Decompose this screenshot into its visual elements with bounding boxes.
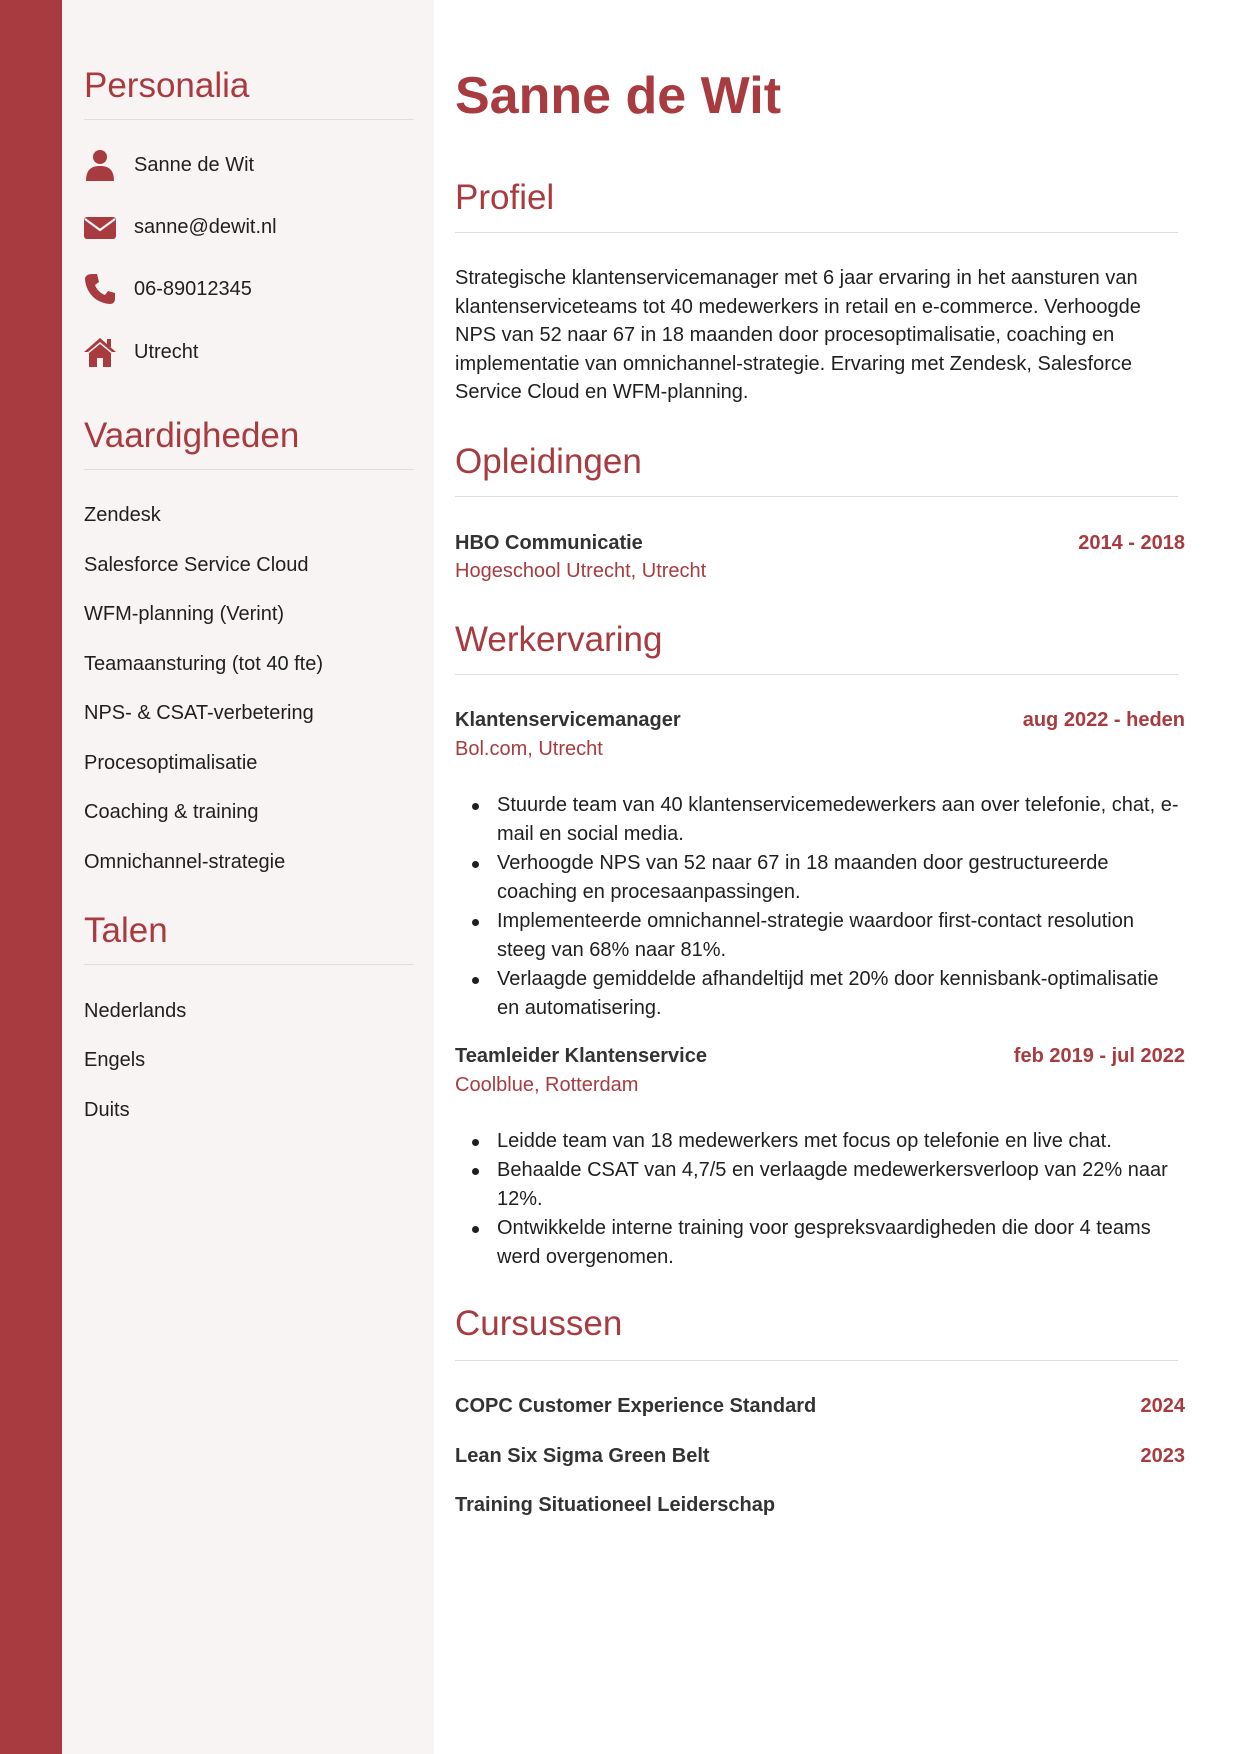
job-bullet: Implementeerde omnichannel-strategie waardoor first-contact resolution steeg van 68% naar 81%. (497, 907, 1185, 965)
skill-item: WFM-planning (Verint) (84, 603, 285, 625)
skills-divider (84, 469, 414, 470)
job-bullet: Behaalde CSAT van 4,7/5 en verlaagde medewerkersverloop van 22% naar 12%. (497, 1156, 1185, 1214)
job-bullet: Leidde team van 18 medewerkers met focus op telefonie en live chat. (497, 1127, 1185, 1156)
language-item: Engels (84, 1049, 146, 1071)
phone-icon (82, 271, 118, 307)
personalia-heading: Personalia (84, 66, 250, 105)
course-title: Lean Six Sigma Green Belt (455, 1445, 710, 1467)
sidebar (62, 0, 434, 1754)
job-bullet: Ontwikkelde interne training voor gespreksvaardigheden die door 4 teams werd overgenomen. (497, 1214, 1185, 1272)
course-date: 2023 (1140, 1445, 1185, 1467)
course-date: 2024 (1140, 1395, 1185, 1417)
skill-item: Teamaansturing (tot 40 fte) (84, 653, 324, 675)
skill-item: Coaching & training (84, 801, 259, 823)
contact-name-row (84, 145, 414, 185)
personalia-divider (84, 119, 414, 120)
education-date: 2014 - 2018 (1078, 532, 1185, 554)
education-title: HBO Communicatie (455, 532, 643, 554)
contact-city-row (84, 332, 414, 372)
course-title: COPC Customer Experience Standard (455, 1395, 817, 1417)
job-title: Teamleider Klantenservice (455, 1045, 707, 1067)
candidate-name: Sanne de Wit (455, 67, 782, 125)
job-company: Coolblue, Rotterdam (455, 1074, 639, 1096)
skill-item: Salesforce Service Cloud (84, 554, 309, 576)
job-bullets (455, 1127, 1185, 1272)
profile-divider (455, 232, 1178, 233)
courses-divider (455, 1360, 1178, 1361)
skill-item: NPS- & CSAT-verbetering (84, 702, 314, 724)
home-icon (82, 334, 118, 370)
envelope-icon (82, 209, 118, 245)
contact-phone-row (84, 269, 414, 309)
job-bullet: Verlaagde gemiddelde afhandeltijd met 20% door kennisbank-optimalisatie en automatisering. (497, 965, 1185, 1023)
job-date: aug 2022 - heden (1022, 709, 1185, 731)
contact-city: Utrecht (134, 341, 199, 363)
contact-email-row (84, 207, 414, 247)
main-content (434, 0, 1241, 1754)
courses-heading: Cursussen (455, 1304, 623, 1343)
user-icon (82, 147, 118, 183)
experience-divider (455, 674, 1178, 675)
skills-heading: Vaardigheden (84, 416, 300, 455)
job-bullet: Verhoogde NPS van 52 naar 67 in 18 maanden door gestructureerde coaching en procesaanpassingen. (497, 849, 1185, 907)
profile-heading: Profiel (455, 178, 555, 217)
skill-item: Procesoptimalisatie (84, 752, 258, 774)
profile-text: Strategische klantenservicemanager met 6 jaar ervaring in het aansturen van klantenserviceteams tot 40 medewerkers in retail en e-commerce. Verhoogde NPS van 52 naar 67 in 18 maanden door procesoptimalisatie, coaching en implementatie van omnichannel-strategie. Ervaring met Zendesk, Salesforce Service Cloud en WFM-planning. (455, 267, 1141, 403)
languages-divider (84, 964, 414, 965)
education-school: Hogeschool Utrecht, Utrecht (455, 560, 707, 582)
education-heading: Opleidingen (455, 442, 642, 481)
languages-heading: Talen (84, 911, 168, 950)
course-title: Training Situationeel Leiderschap (455, 1494, 776, 1516)
contact-name: Sanne de Wit (134, 154, 255, 176)
contact-phone[interactable]: 06-89012345 (134, 278, 252, 300)
skill-item: Omnichannel-strategie (84, 851, 286, 873)
education-divider (455, 496, 1178, 497)
job-company: Bol.com, Utrecht (455, 738, 603, 760)
job-bullet: Stuurde team van 40 klantenservicemedewerkers aan over telefonie, chat, e-mail en social media. (497, 791, 1185, 849)
job-title: Klantenservicemanager (455, 709, 681, 731)
accent-stripe (0, 0, 62, 1754)
contact-email[interactable]: sanne@dewit.nl (134, 216, 277, 238)
language-item: Duits (84, 1099, 130, 1121)
skill-item: Zendesk (84, 504, 161, 526)
job-date: feb 2019 - jul 2022 (1013, 1045, 1185, 1067)
experience-heading: Werkervaring (455, 620, 663, 659)
job-bullets (455, 791, 1185, 1023)
language-item: Nederlands (84, 1000, 187, 1022)
